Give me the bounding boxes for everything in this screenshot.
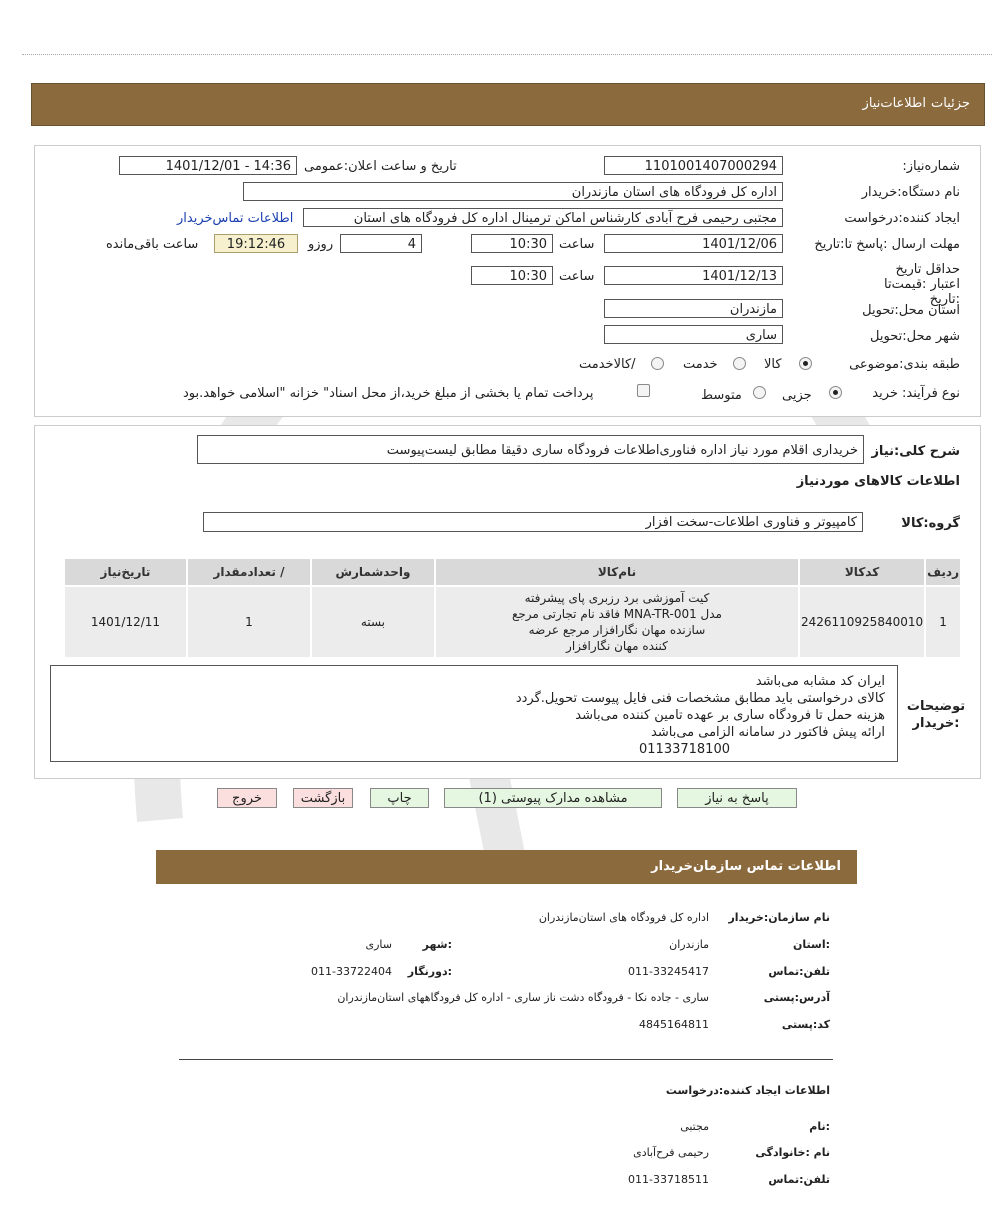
process-partial-label: جزیی <box>782 388 812 403</box>
province-label: استان محل:تحویل <box>862 303 960 318</box>
col-name: نام‌کالا <box>436 559 798 585</box>
goods-table <box>63 557 962 659</box>
category-service-label: خدمت <box>683 357 718 372</box>
buyer-org-field: اداره کل فرودگاه های استان مازندران <box>243 182 783 201</box>
requester-title: اطلاعات ایجاد کننده:درخواست <box>665 1084 830 1097</box>
days-count-field: 4 <box>340 234 422 253</box>
buyer-notes-label: توضیحات :خریدار <box>906 699 966 731</box>
validity-label: حداقل تاریخ اعتبار :قیمت‌تا :تاریخ <box>884 262 960 307</box>
category-goods-radio[interactable] <box>799 357 812 370</box>
cell-date: 1401/12/11 <box>65 587 186 657</box>
contact-postal-label: کد:پستی <box>781 1018 830 1031</box>
contact-address-label: آدرس:پستی <box>763 991 830 1004</box>
col-date: تاریخ‌نیاز <box>65 559 186 585</box>
buyer-note-line-5: 01133718100 <box>639 742 730 757</box>
cell-name-line-1: کیت آموزشی برد رزبری پای پیشرفته <box>524 591 710 605</box>
contact-province-label: :استان <box>793 938 830 951</box>
category-service-radio[interactable] <box>733 357 746 370</box>
col-unit: واحدشمارش <box>312 559 434 585</box>
cell-row: 1 <box>926 587 960 657</box>
remaining-time-field: 19:12:46 <box>214 234 298 253</box>
cell-code: 2426110925840010 <box>800 587 924 657</box>
contact-address: ساری - جاده نکا - فرودگاه دشت ناز ساری - اداره کل فرودگاههای استان‌مازندران <box>337 991 709 1004</box>
requester-name-label: :نام <box>809 1120 830 1133</box>
requester-family-label: نام :خانوادگی <box>755 1146 830 1159</box>
city-field: ساری <box>604 325 783 344</box>
category-label: طبقه بندی:موضوعی <box>849 357 960 372</box>
contact-postal: 4845164811 <box>639 1018 709 1031</box>
attachments-button[interactable]: مشاهده مدارک پیوستی (1) <box>444 788 662 808</box>
goods-group-field: کامپیوتر و فناوری اطلاعات-سخت افزار <box>203 512 863 532</box>
cell-name-line-3: سازنده مهان نگارافزار مرجع عرضه <box>528 623 706 637</box>
buyer-notes-box <box>50 665 898 762</box>
buyer-note-line-4: ارائه پیش فاکتور در سامانه الزامی می‌باشد <box>651 725 885 740</box>
treasury-payment-checkbox[interactable] <box>637 384 650 397</box>
cell-name-line-2: مدل MNA-TR-001 فاقد نام تجارتی مرجع <box>511 607 722 621</box>
buyer-note-line-3: هزینه حمل تا فرودگاه ساری بر عهده تامین کننده می‌باشد <box>575 708 885 723</box>
announce-field: 1401/12/01 - 14:36 <box>119 156 297 175</box>
category-both-label: /کالاخدمت <box>579 357 636 372</box>
contact-phone: 011-33245417 <box>628 965 709 978</box>
days-label: روزو <box>308 237 334 252</box>
validity-time-field: 10:30 <box>471 266 553 285</box>
contact-province: مازندران <box>669 938 709 951</box>
top-divider <box>22 54 992 55</box>
contact-phone-label: تلفن:تماس <box>768 965 830 978</box>
process-partial-radio[interactable] <box>829 386 842 399</box>
tab-details[interactable]: جزئیات <box>931 96 970 111</box>
validity-time-label: ساعت <box>559 269 595 284</box>
remaining-label: ساعت باقی‌مانده <box>106 237 199 252</box>
process-medium-label: متوسط <box>701 388 742 403</box>
contact-title: اطلاعات تماس سازمان‌خریدار <box>651 859 841 874</box>
contact-city-label: :شهر <box>422 938 452 951</box>
requester-phone: 011-33718511 <box>628 1173 709 1186</box>
back-button[interactable]: بازگشت <box>293 788 353 808</box>
deadline-date-field: 1401/12/06 <box>604 234 783 253</box>
exit-button[interactable]: خروج <box>217 788 277 808</box>
contact-city: ساری <box>365 938 392 951</box>
deadline-time-label: ساعت <box>559 237 595 252</box>
deadline-label: مهلت ارسال :پاسخ تا:تاریخ <box>814 237 960 252</box>
summary-label: شرح کلی:نیاز <box>871 444 960 459</box>
cell-unit: بسته <box>312 587 434 657</box>
requester-family: رحیمی فرح‌آبادی <box>633 1146 709 1159</box>
category-goods-label: کالا <box>764 357 782 372</box>
cell-name-line-4: کننده مهان نگارافزار <box>566 639 668 653</box>
goods-info-title: اطلاعات کالاهای موردنیاز <box>796 474 960 489</box>
contact-fax: 011-33722404 <box>311 965 392 978</box>
header-bar <box>31 83 985 126</box>
process-medium-radio[interactable] <box>753 386 766 399</box>
validity-date-field: 1401/12/13 <box>604 266 783 285</box>
need-number-field: 1101001407000294 <box>604 156 783 175</box>
contact-org-label: نام سازمان:خریدار <box>728 911 830 924</box>
need-number-label: شماره‌نیاز: <box>902 159 960 174</box>
buyer-contact-link[interactable]: اطلاعات تماس‌خریدار <box>177 211 294 226</box>
reply-button[interactable]: پاسخ به نیاز <box>677 788 797 808</box>
treasury-payment-note: پرداخت تمام یا بخشی از مبلغ خرید،از محل اسناد" خزانه "اسلامی خواهد.بود <box>183 386 594 401</box>
col-qty: / تعدادمقدار <box>188 559 310 585</box>
buyer-note-line-1: ایران کد مشابه می‌باشد <box>755 674 885 689</box>
process-label: نوع فرآیند: خرید <box>872 386 960 401</box>
table-row <box>65 587 960 657</box>
col-code: کدکالا <box>800 559 924 585</box>
province-field: مازندران <box>604 299 783 318</box>
print-button[interactable]: چاپ <box>370 788 429 808</box>
contact-divider <box>179 1059 833 1060</box>
tab-need-info[interactable]: اطلاعات‌نیاز <box>862 96 926 111</box>
announce-label: تاریخ و ساعت اعلان:عمومی <box>304 159 457 174</box>
contact-header-bar <box>156 850 857 884</box>
deadline-time-field: 10:30 <box>471 234 553 253</box>
contact-org: اداره کل فرودگاه های استان‌مازندران <box>538 911 709 924</box>
col-row: ردیف <box>926 559 960 585</box>
creator-label: ایجاد کننده:درخواست <box>844 211 960 226</box>
table-header-row <box>65 559 960 585</box>
requester-name: مجتبی <box>680 1120 709 1133</box>
category-both-radio[interactable] <box>651 357 664 370</box>
contact-fax-label: :دورنگار <box>407 965 452 978</box>
creator-field: مجتبی رحیمی فرح آبادی کارشناس اماکن ترمینال اداره کل فرودگاه های استان <box>303 208 783 227</box>
buyer-org-label: نام دستگاه:خریدار <box>861 185 960 200</box>
city-label: شهر محل:تحویل <box>870 329 960 344</box>
buyer-note-line-2: کالای درخواستی باید مطابق مشخصات فنی فایل پیوست تحویل.گردد <box>515 691 885 706</box>
goods-group-label: گروه:کالا <box>901 516 960 531</box>
cell-qty: 1 <box>188 587 310 657</box>
requester-phone-label: تلفن:تماس <box>768 1173 830 1186</box>
cell-name <box>436 587 798 657</box>
summary-field: خریداری اقلام مورد نیاز اداره فناوری‌اطلاعات فرودگاه ساری دقیقا مطابق لیست‌پیوست <box>197 435 864 464</box>
